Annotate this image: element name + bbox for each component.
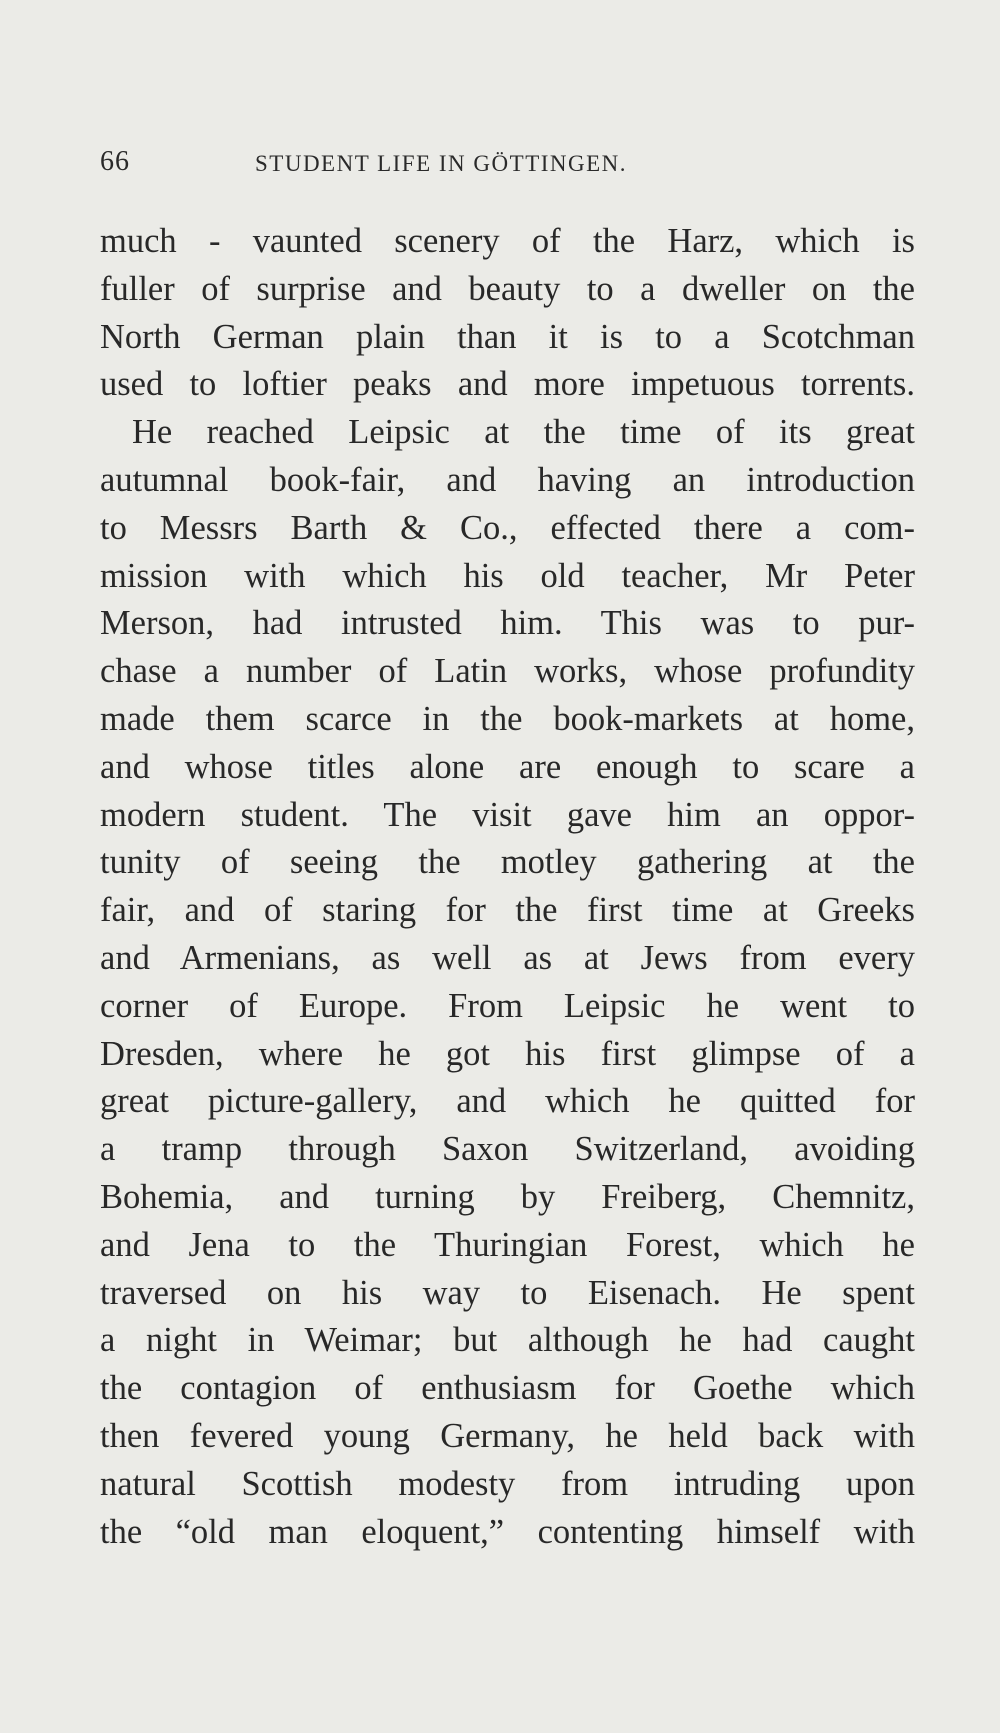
text-line: Dresden, where he got his first glimpse of a [100,1034,915,1073]
text-line: to Messrs Barth & Co., effected there a com- [100,508,915,547]
text-line: a tramp through Saxon Switzerland, avoiding [100,1130,915,1169]
text-line: great picture-gallery, and which he quitted for [100,1082,915,1121]
text-line: Bohemia, and turning by Freiberg, Chemnitz, [100,1177,915,1216]
text-line: fair, and of staring for the first time at Greeks [100,891,915,930]
text-line: mission with which his old teacher, Mr Peter [100,556,915,595]
text-line: much - vaunted scenery of the Harz, which is [100,222,915,260]
page-number: 66 [100,146,130,177]
text-line: a night in Weimar; but although he had caught [100,1321,915,1360]
paragraph-first-line: He reached Leipsic at the time of its great [132,413,915,452]
text-line: the contagion of enthusiasm for Goethe which [100,1369,915,1408]
text-line: North German plain than it is to a Scotchman [100,317,915,356]
running-title: STUDENT LIFE IN GÖTTINGEN. [255,151,628,176]
text-line: corner of Europe. From Leipsic he went to [100,986,915,1025]
text-line: and whose titles alone are enough to scare a [100,747,915,786]
body-text [100,218,915,1556]
text-line: autumnal book-fair, and having an introduction [100,460,915,499]
text-line: and Armenians, as well as at Jews from every [100,938,915,977]
text-line: and Jena to the Thuringian Forest, which he [100,1225,915,1264]
text-line: then fevered young Germany, he held back with [100,1416,915,1455]
text-line: fuller of surprise and beauty to a dweller on the [100,269,915,308]
text-line: chase a number of Latin works, whose profundity [100,652,915,691]
text-line: natural Scottish modesty from intruding upon [100,1464,915,1503]
text-line: traversed on his way to Eisenach. He spent [100,1273,915,1312]
text-line: tunity of seeing the motley gathering at the [100,843,915,882]
text-line: Merson, had intrusted him. This was to pur- [100,604,915,643]
text-line: made them scarce in the book-markets at home, [100,699,915,738]
text-line: the “old man eloquent,” contenting himself with [100,1512,915,1551]
text-line: modern student. The visit gave him an oppor- [100,795,915,834]
running-head [100,146,900,186]
text-line: used to loftier peaks and more impetuous torrents. [100,365,915,404]
